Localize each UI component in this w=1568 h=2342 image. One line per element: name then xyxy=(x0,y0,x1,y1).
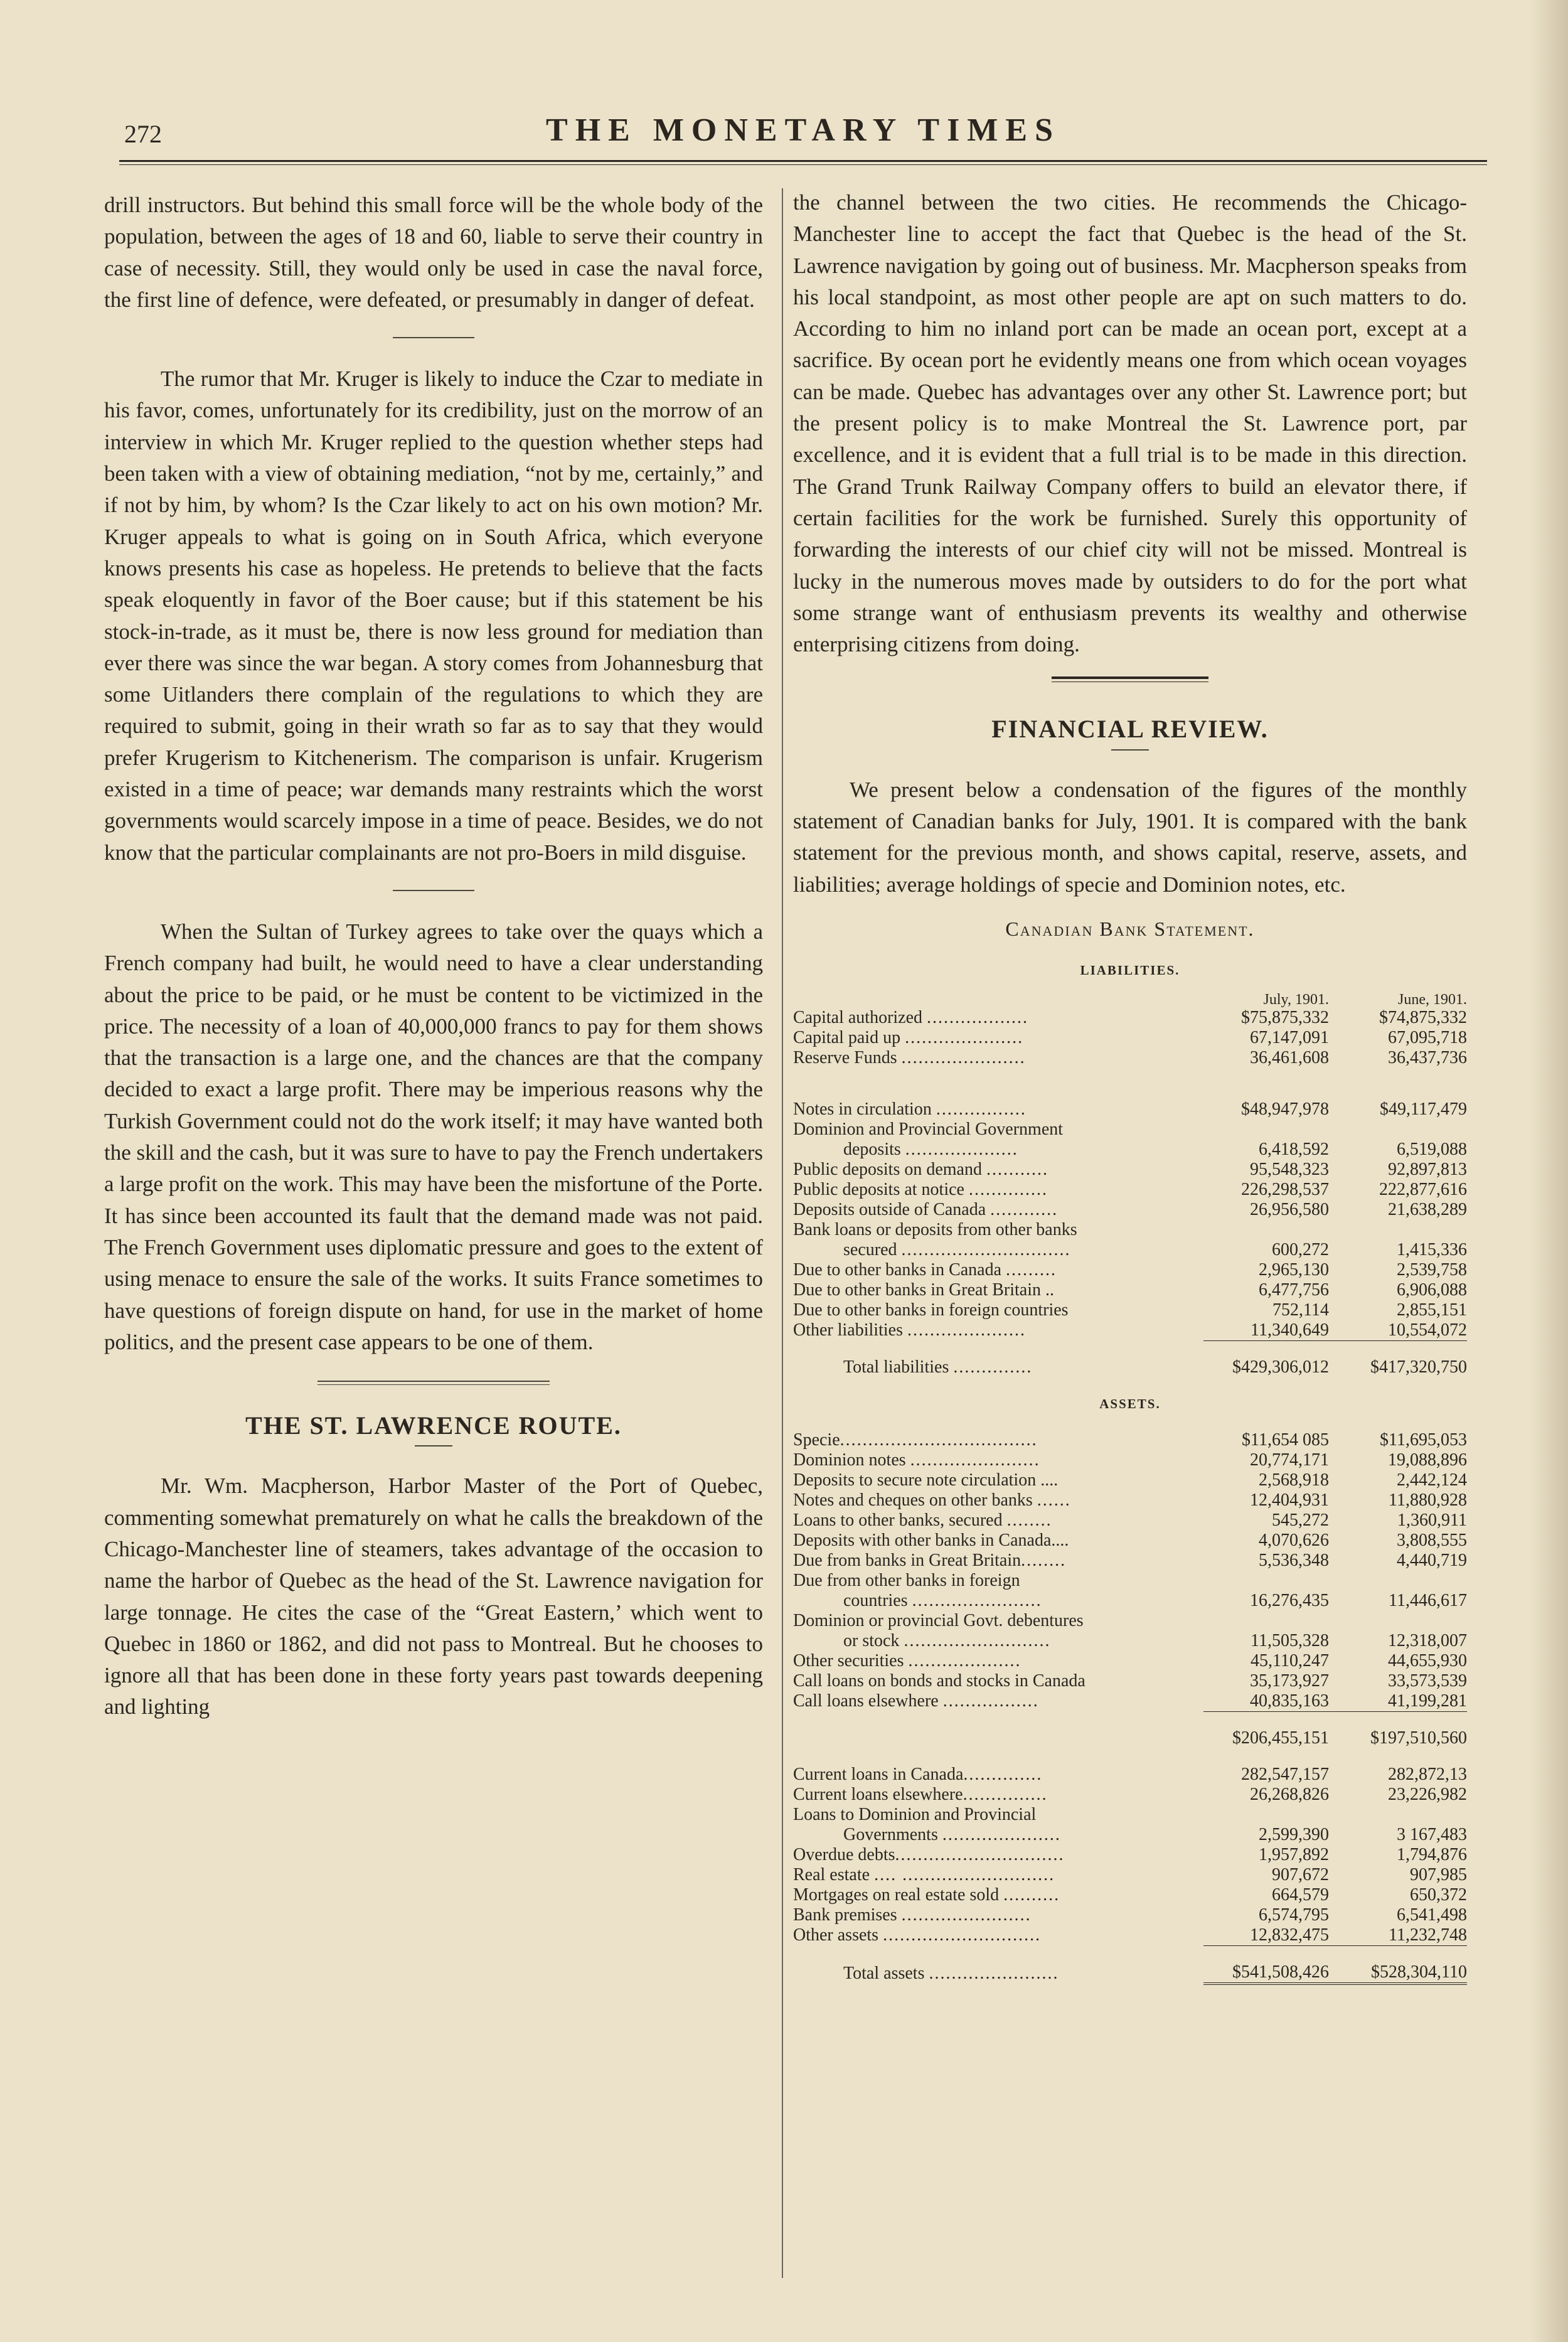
title-rule xyxy=(1111,749,1149,751)
value-june: 2,855,151 xyxy=(1397,1300,1467,1320)
section-title-financial-review: FINANCIAL REVIEW. xyxy=(991,715,1269,744)
table-row: Other liabilities ..................... 11,340,649 10,554,072 xyxy=(793,1320,1467,1340)
paragraph-sultan: When the Sultan of Turkey agrees to take over the quays which a French company had built, he would need to have a clear understanding about the price to be paid, or he must be content to be victimized in the price. The necessity of a loan of 40,000,000 francs to pay for them shows that the transaction is a large one, and the chances are that the company decided to exact a large profit. There may be imperious reasons why the Turkish Government could not do the work itself; it may have wanted both the skill and the cash, but it was sure to have to pay the French undertakers a large profit on the work. This may have been the misfortune of the Porte. It has since been accounted its fault that the demand made was not paid. The French Government uses diplomatic pressure and goes to the extent of using menace to ensure the sale of the works. It suits France sometimes to have questions of foreign dispute on hand, for use in the market of home politics, and the present case appears to be one of them. xyxy=(104,919,763,1354)
left-column xyxy=(104,190,763,1723)
row-label: Deposits outside of Canada xyxy=(793,1199,986,1219)
row-label: Deposits to secure note circulation .... xyxy=(793,1470,1059,1490)
table-row xyxy=(793,1120,1467,1140)
row-label: Public deposits at notice xyxy=(793,1179,964,1199)
value-june: 1,794,876 xyxy=(1397,1844,1467,1864)
table-row: Other securities .................... 45,110,247 44,655,930 xyxy=(793,1650,1467,1671)
section-separator xyxy=(393,337,474,338)
value-june: 650,372 xyxy=(1410,1885,1467,1905)
bank-statement-table xyxy=(793,992,1467,1985)
row-label: Public deposits on demand xyxy=(793,1159,982,1179)
value-july: $11,654 085 xyxy=(1242,1430,1329,1450)
value-june: 6,906,088 xyxy=(1397,1280,1467,1300)
value-july: 12,832,475 xyxy=(1250,1925,1329,1945)
section-separator xyxy=(393,890,474,891)
value-june: 23,226,982 xyxy=(1388,1784,1467,1804)
value-july: 545,272 xyxy=(1272,1510,1329,1530)
value-july: $75,875,332 xyxy=(1241,1007,1329,1027)
table-row: Loans to other banks, secured ........ 545,272 1,360,911 xyxy=(793,1510,1467,1530)
table-row: Bank premises ....................... 6,574,795 6,541,498 xyxy=(793,1905,1467,1925)
value-june: 33,573,539 xyxy=(1388,1671,1467,1691)
value-june: 92,897,813 xyxy=(1388,1159,1467,1179)
value-july: 282,547,157 xyxy=(1241,1764,1329,1784)
paragraph-naval-force: drill instructors. But behind this small force will be the whole body of the population, between the ages of 18 and 60, liable to serve their country in case of necessity. Still, they would only be used in case the naval force, the first line of defence, were defeated, or presumably in danger of defeat. xyxy=(104,193,763,312)
table-row: Specie................................... $11,654 085 $11,695,053 xyxy=(793,1430,1467,1450)
row-label: Other securities xyxy=(793,1650,904,1671)
row-label: Specie xyxy=(793,1430,840,1450)
row-label: countries xyxy=(843,1590,908,1610)
value-july: 11,340,649 xyxy=(1251,1320,1329,1340)
value-july: 12,404,931 xyxy=(1250,1490,1329,1510)
value-july: $541,508,426 xyxy=(1203,1945,1329,1984)
table-row: Current loans in Canada.............. 282,547,157 282,872,13 xyxy=(793,1764,1467,1784)
table-row: Other assets ............................ 12,832,475 11,232,748 xyxy=(793,1925,1467,1945)
table-row: deposits .................... 6,418,592 6,519,088 xyxy=(843,1139,1467,1159)
row-label: Reserve Funds xyxy=(793,1047,897,1067)
value-july: 752,114 xyxy=(1272,1300,1329,1320)
row-label: Total assets xyxy=(843,1963,925,1983)
row-label: Notes and cheques on other banks xyxy=(793,1490,1033,1510)
right-column xyxy=(793,187,1467,1985)
value-july: 35,173,927 xyxy=(1250,1671,1329,1691)
page-header xyxy=(119,105,1487,162)
value-july: 36,461,608 xyxy=(1250,1047,1329,1067)
paragraph-macpherson: Mr. Wm. Macpherson, Harbor Master of the Port of Quebec, commenting somewhat prematurely on what he calls the breakdown of the Chicago-Manchester line of steamers, takes advantage of the occasion to name the harbor of Quebec as the head of the St. Lawrence navigation for large tonnage. He cites the case of the “Great Eastern,’ which went to Quebec in 1860 or 1862, and did not pass to Montreal. But he chooses to ignore all that has been done in these forty years past towards deepening and lighting xyxy=(104,1473,763,1719)
row-label: deposits xyxy=(843,1139,901,1159)
row-label: Total liabilities xyxy=(843,1357,949,1377)
total-row: Total liabilities .............. $429,306,012 $417,320,750 xyxy=(793,1340,1467,1377)
value-july: 26,268,826 xyxy=(1250,1784,1329,1804)
subtotal-row xyxy=(793,1711,1467,1748)
table-row: Mortgages on real estate sold .......... 664,579 650,372 xyxy=(793,1885,1467,1905)
value-june: 12,318,007 xyxy=(1388,1630,1467,1650)
value-june: 282,872,13 xyxy=(1388,1764,1467,1784)
row-label: Real estate xyxy=(793,1864,870,1885)
table-row: Call loans elsewhere ................. 40,835,163 41,199,281 xyxy=(793,1691,1467,1711)
value-july: 907,672 xyxy=(1272,1864,1329,1885)
paragraph-financial-intro: We present below a condensation of the figures of the monthly statement of Canadian banks for July, 1901. It is compared with the bank statement for the previous month, and shows capital, reserve, assets, and liabilities; average holdings of specie and Dominion notes, etc. xyxy=(793,777,1467,897)
row-label: Due to other banks in Great Britain .. xyxy=(793,1280,1055,1300)
table-row xyxy=(793,1611,1467,1631)
row-label: secured xyxy=(843,1239,897,1259)
table-header-row xyxy=(793,992,1467,1008)
value-july: 1,957,892 xyxy=(1259,1844,1329,1864)
value-july: 6,418,592 xyxy=(1259,1139,1329,1159)
table-row: Deposits outside of Canada ............ 26,956,580 21,638,289 xyxy=(793,1199,1467,1219)
value-july: 6,477,756 xyxy=(1259,1280,1329,1300)
value-july: 5,536,348 xyxy=(1259,1550,1329,1570)
value-june: $417,320,750 xyxy=(1329,1340,1467,1377)
double-separator xyxy=(317,1381,550,1385)
liabilities-heading: LIABILITIES. xyxy=(1080,963,1180,978)
table-row: Capital paid up ..................... 67,147,091 67,095,718 xyxy=(793,1027,1467,1047)
row-label: Capital authorized xyxy=(793,1007,923,1027)
value-june: 10,554,072 xyxy=(1388,1320,1467,1340)
row-label: Capital paid up xyxy=(793,1027,901,1047)
table-row: Reserve Funds ...................... 36,461,608 36,437,736 xyxy=(793,1047,1467,1067)
row-label: Dominion or provincial Govt. debentures xyxy=(793,1610,1084,1630)
row-label: Due from banks in Great Britain xyxy=(793,1550,1021,1570)
header-rule xyxy=(119,160,1487,162)
value-july: 2,599,390 xyxy=(1259,1824,1329,1844)
value-july: 11,505,328 xyxy=(1251,1630,1329,1650)
value-june: 67,095,718 xyxy=(1388,1027,1467,1047)
row-label: Current loans elsewhere xyxy=(793,1784,963,1804)
row-label: Loans to Dominion and Provincial xyxy=(793,1804,1037,1824)
title-rule xyxy=(415,1445,452,1446)
row-label: Other assets xyxy=(793,1925,879,1945)
row-label: or stock xyxy=(843,1630,900,1650)
column-header-july: July, 1901. xyxy=(1263,991,1329,1008)
table-row: Due from banks in Great Britain........ 5,536,348 4,440,719 xyxy=(793,1550,1467,1570)
table-row: Governments ..................... 2,599,390 3 167,483 xyxy=(843,1824,1467,1844)
value-july: $48,947,978 xyxy=(1241,1099,1329,1119)
column-header-june: June, 1901. xyxy=(1398,991,1467,1008)
value-july: 4,070,626 xyxy=(1259,1530,1329,1550)
table-row: Real estate .... ........................... 907,672 907,985 xyxy=(793,1864,1467,1885)
value-july: 20,774,171 xyxy=(1250,1450,1329,1470)
value-june: 3 167,483 xyxy=(1397,1824,1467,1844)
table-row: Dominion notes ....................... 20,774,171 19,088,896 xyxy=(793,1450,1467,1470)
value-june: 2,539,758 xyxy=(1397,1259,1467,1280)
paragraph-kruger: The rumor that Mr. Kruger is likely to induce the Czar to mediate in his favor, comes, unfortunately for its credibility, just on the morrow of an interview in which Mr. Kruger replied to the question whether steps had been taken with a view of obtaining mediation, “not by me, certainly,” and if not by him, by whom? Is the Czar likely to act on his own motion? Mr. Kruger appeals to what is going on in South Africa, which everyone knows presents his case as hopeless. He pretends to believe that the facts speak eloquently in favor of the Boer cause; but if this statement be his stock-in-trade, as it must be, there is now less ground for mediation than ever there was since the war began. A story comes from Johannesburg that some Uitlanders there complain of the regulations to which they are required to submit, going in their wrath so far as to say that they would prefer Krugerism to Kitchenerism. The comparison is unfair. Krugerism existed in a time of peace; war demands many restraints which the worst governments would scarcely impose in a time of peace. Besides, we do not know that the particular complainants are not pro-Boers in mild disguise. xyxy=(104,366,763,865)
table-row: Public deposits at notice .............. 226,298,537 222,877,616 xyxy=(793,1179,1467,1199)
paragraph-channel: the channel between the two cities. He recommends the Chicago-Manchester line to accept the fact that Quebec is the head of the St. Lawrence navigation by going out of business. Mr. Macpherson speaks from his local standpoint, as most other people are apt on such matters to do. According to him no inland port can be made an ocean port, except at a sacrifice. By ocean port he evidently means one from which ocean voyages can be made. Quebec has advantages over any other St. Lawrence port; but the present policy is to make Montreal the St. Lawrence port, par excellence, and it is evident that a full trial is to be made in this direction. The Grand Trunk Railway Company offers to build an elevator there, if certain facilities for the work be furnished. Surely this opportunity of forwarding the interests of our chief city will not be missed. Montreal is lucky in the numerous moves made by outsiders to do for the port what some strange want of enthusiasm prevents its wealthy and otherwise enterprising citizens from doing. xyxy=(793,190,1467,657)
row-label: Dominion notes xyxy=(793,1450,906,1470)
row-label: Other liabilities xyxy=(793,1320,903,1340)
row-label: Current loans in Canada xyxy=(793,1764,964,1784)
table-row xyxy=(793,1470,1467,1490)
value-july: 664,579 xyxy=(1272,1885,1329,1905)
value-june: 222,877,616 xyxy=(1379,1179,1467,1199)
row-label: Notes in circulation xyxy=(793,1099,932,1119)
value-june: $11,695,053 xyxy=(1380,1430,1467,1450)
value-july: 600,272 xyxy=(1272,1239,1329,1259)
row-label: Bank premises xyxy=(793,1905,897,1925)
value-july: 226,298,537 xyxy=(1241,1179,1329,1199)
value-july: 2,965,130 xyxy=(1259,1259,1329,1280)
header-rule-thin xyxy=(119,164,1487,165)
table-row: Overdue debts.............................. 1,957,892 1,794,876 xyxy=(793,1844,1467,1864)
value-june: 1,415,336 xyxy=(1397,1239,1467,1259)
row-label: Governments xyxy=(843,1824,938,1844)
section-title-st-lawrence: THE ST. LAWRENCE ROUTE. xyxy=(245,1411,622,1440)
thick-separator xyxy=(1052,676,1208,682)
page-number: 272 xyxy=(124,120,162,148)
table-row xyxy=(793,1280,1467,1300)
value-june: 6,541,498 xyxy=(1397,1905,1467,1925)
assets-heading: ASSETS. xyxy=(1099,1396,1161,1411)
value-june: 1,360,911 xyxy=(1397,1510,1467,1530)
value-june: 4,440,719 xyxy=(1397,1550,1467,1570)
row-label: Loans to other banks, secured xyxy=(793,1510,1003,1530)
value-june: 19,088,896 xyxy=(1388,1450,1467,1470)
value-june: 11,232,748 xyxy=(1389,1925,1467,1945)
bank-statement-title: Canadian Bank Statement. xyxy=(1005,917,1255,940)
value-july: 95,548,323 xyxy=(1250,1159,1329,1179)
row-label: Due to other banks in foreign countries xyxy=(793,1300,1069,1320)
table-row xyxy=(793,1571,1467,1591)
value-july: 2,568,918 xyxy=(1259,1470,1329,1490)
row-label: Overdue debts xyxy=(793,1844,895,1864)
value-july: 6,574,795 xyxy=(1259,1905,1329,1925)
row-label: Deposits with other banks in Canada.... xyxy=(793,1530,1069,1550)
value-june: 6,519,088 xyxy=(1397,1139,1467,1159)
row-label: Call loans on bonds and stocks in Canada xyxy=(793,1671,1085,1691)
column-divider xyxy=(782,188,783,2278)
journal-title: THE MONETARY TIMES xyxy=(546,112,1060,148)
row-label: Due to other banks in Canada xyxy=(793,1259,1002,1280)
value-june: 11,880,928 xyxy=(1389,1490,1467,1510)
value-june: $528,304,110 xyxy=(1329,1945,1467,1984)
value-june: 41,199,281 xyxy=(1388,1691,1467,1711)
table-row: Notes in circulation ................ $48,947,978 $49,117,479 xyxy=(793,1099,1467,1119)
value-june: 21,638,289 xyxy=(1388,1199,1467,1219)
table-row: Notes and cheques on other banks ...... 12,404,931 11,880,928 xyxy=(793,1490,1467,1510)
value-june: 3,808,555 xyxy=(1397,1530,1467,1550)
value-june: 11,446,617 xyxy=(1389,1590,1467,1610)
value-july: 67,147,091 xyxy=(1250,1027,1329,1047)
row-label: Due from other banks in foreign xyxy=(793,1570,1020,1590)
value-july: 45,110,247 xyxy=(1251,1650,1329,1671)
value-july: $429,306,012 xyxy=(1203,1340,1329,1377)
table-row: Due to other banks in Canada ......... 2,965,130 2,539,758 xyxy=(793,1259,1467,1280)
table-row xyxy=(793,1220,1467,1240)
value-june: 44,655,930 xyxy=(1388,1650,1467,1671)
value-july: 40,835,163 xyxy=(1250,1691,1329,1711)
table-row: countries ....................... 16,276,435 11,446,617 xyxy=(843,1590,1467,1610)
value-june: 36,437,736 xyxy=(1388,1047,1467,1067)
value-june: 907,985 xyxy=(1410,1864,1467,1885)
table-row: secured .............................. 600,272 1,415,336 xyxy=(843,1239,1467,1259)
table-row xyxy=(793,1531,1467,1551)
table-row: or stock .......................... 11,505,328 12,318,007 xyxy=(843,1630,1467,1650)
table-row xyxy=(793,1300,1467,1320)
value-june: $49,117,479 xyxy=(1380,1099,1467,1119)
row-label: Bank loans or deposits from other banks xyxy=(793,1219,1077,1239)
row-label: Call loans elsewhere xyxy=(793,1691,939,1711)
row-label: Mortgages on real estate sold xyxy=(793,1885,1000,1905)
row-label: Dominion and Provincial Government xyxy=(793,1119,1064,1139)
table-row: Current loans elsewhere............... 26,268,826 23,226,982 xyxy=(793,1784,1467,1804)
value-june: $74,875,332 xyxy=(1379,1007,1467,1027)
table-row: Capital authorized .................. $75,875,332 $74,875,332 xyxy=(793,1007,1467,1027)
page-edge-shadow xyxy=(1530,0,1568,2342)
total-row: Total assets ....................... $541,508,426 $528,304,110 xyxy=(793,1945,1467,1984)
table-row: Public deposits on demand ........... 95,548,323 92,897,813 xyxy=(793,1159,1467,1179)
value-june: $197,510,560 xyxy=(1329,1711,1467,1748)
value-july: 16,276,435 xyxy=(1250,1590,1329,1610)
value-july: $206,455,151 xyxy=(1203,1711,1329,1748)
value-june: 2,442,124 xyxy=(1397,1470,1467,1490)
value-july: 26,956,580 xyxy=(1250,1199,1329,1219)
table-row xyxy=(793,1805,1467,1825)
table-row xyxy=(793,1671,1467,1691)
